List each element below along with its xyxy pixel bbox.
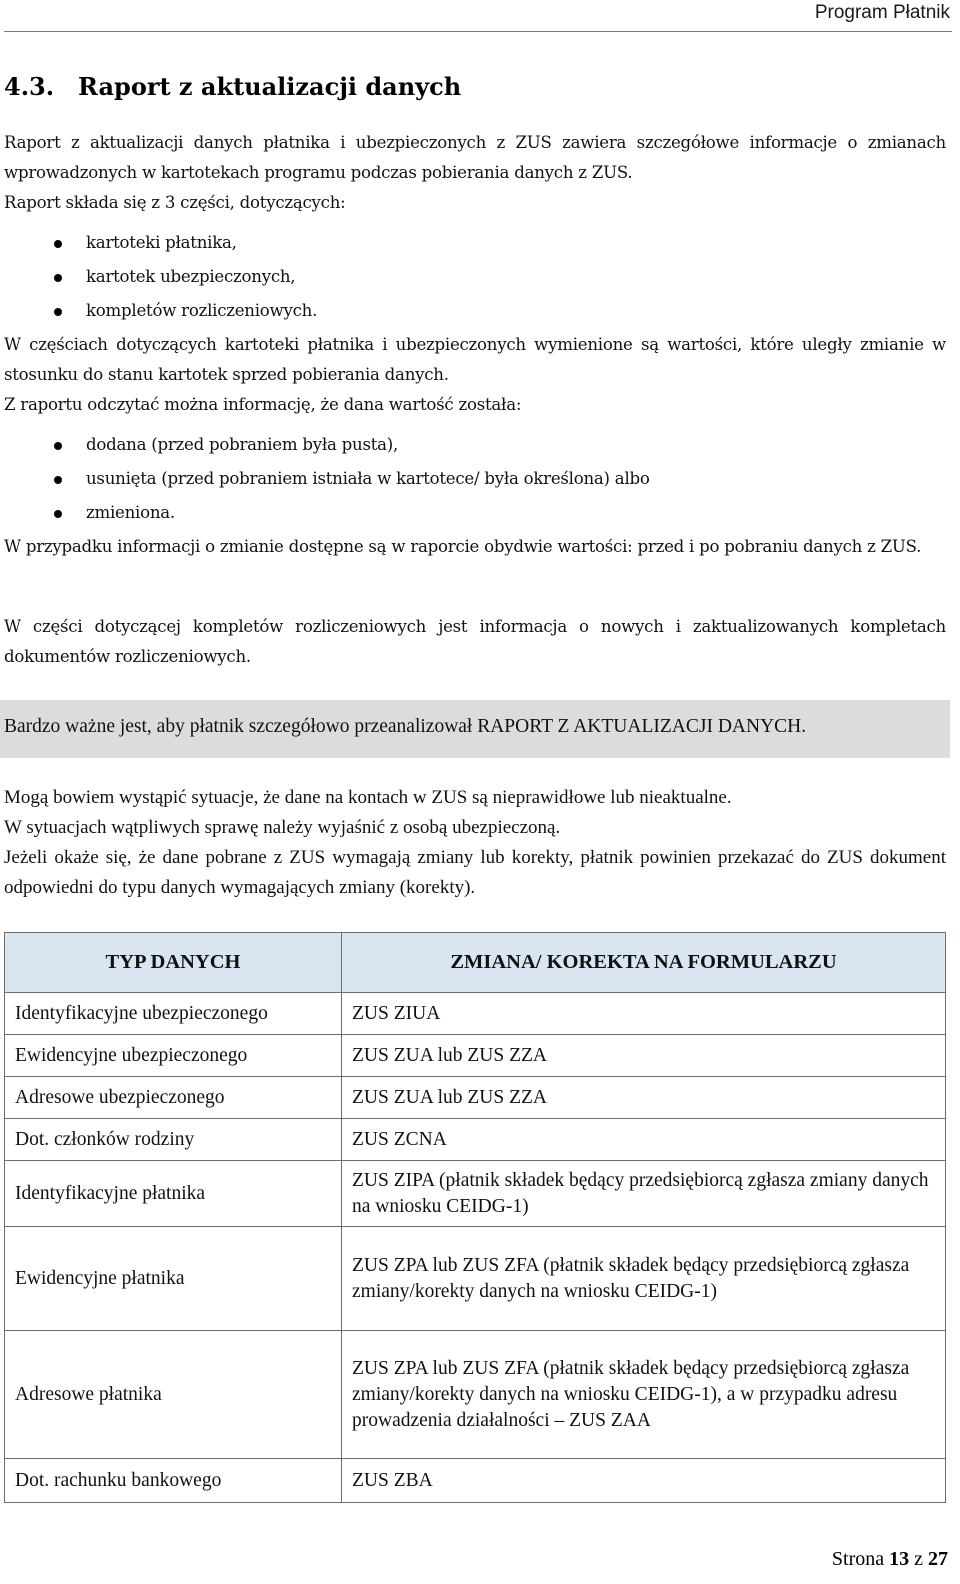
total-pages: 27 (928, 1548, 948, 1570)
changes-block (4, 330, 946, 562)
list-item (4, 428, 946, 462)
list-item (4, 294, 946, 328)
section-heading (4, 72, 461, 101)
page-prefix: Strona (831, 1548, 885, 1570)
form-cell: ZUS ZUA lub ZUS ZZA (342, 1035, 946, 1077)
header-rule (4, 31, 952, 32)
data-type-cell: Adresowe płatnika (5, 1331, 342, 1459)
bullet-icon (54, 510, 62, 518)
list-item (4, 226, 946, 260)
list-item-text: kartotek ubezpieczonych, (86, 267, 296, 286)
intro-paragraph: Raport z aktualizacji danych płatnika i ubezpieczonych z ZUS zawiera szczegółowe informacje o zmianach wprowadzonych w kartotekach programu podczas pobierania danych z ZUS. (4, 133, 946, 182)
table-row (5, 993, 946, 1035)
current-page: 13 (889, 1548, 910, 1570)
important-note-text: Bardzo ważne jest, aby płatnik szczegółowo przeanalizował RAPORT Z AKTUALIZACJI DANYCH. (4, 716, 807, 737)
section-number: 4.3. (4, 72, 55, 101)
changes-lead: Z raportu odczytać można informację, że dana wartość została: (4, 395, 522, 414)
form-cell: ZUS ZUA lub ZUS ZZA (342, 1077, 946, 1119)
advice-block (4, 783, 946, 903)
table-row (5, 1035, 946, 1077)
data-type-cell: Ewidencyjne ubezpieczonego (5, 1035, 342, 1077)
advice-line-2: W sytuacjach wątpliwych sprawę należy wyjaśnić z osobą ubezpieczoną. (4, 817, 561, 838)
list-item (4, 260, 946, 294)
advice-paragraph: Jeżeli okaże się, że dane pobrane z ZUS wymagają zmiany lub korekty, płatnik powinien przekazać do ZUS dokument odpowiedni do typu danych wymagających zmiany (korekty). (4, 847, 946, 898)
list-item-text: zmieniona. (86, 503, 175, 522)
form-cell: ZUS ZCNA (342, 1119, 946, 1161)
list-item-text: usunięta (przed pobraniem istniała w kartotece/ była określona) albo (86, 469, 650, 488)
bullet-icon (54, 274, 62, 282)
table-row (5, 1459, 946, 1503)
running-header: Program Płatnik (814, 2, 950, 23)
page-number (832, 1548, 948, 1571)
list-item (4, 462, 946, 496)
column-header-form: ZMIANA/ KOREKTA NA FORMULARZU (342, 933, 946, 993)
table-row (5, 1227, 946, 1331)
intro-list (4, 226, 946, 328)
bullet-icon (54, 240, 62, 248)
changes-after: W przypadku informacji o zmianie dostępne są w raporcie obydwie wartości: przed i po pobraniu danych z ZUS. (4, 537, 922, 556)
form-cell: ZUS ZPA lub ZUS ZFA (płatnik składek będący przedsiębiorcą zgłasza zmiany/korekty danych na wniosku CEIDG-1) (342, 1227, 946, 1331)
bullet-icon (54, 476, 62, 484)
bullet-icon (54, 308, 62, 316)
table-row (5, 1331, 946, 1459)
intro-block (4, 128, 946, 334)
form-cell: ZUS ZBA (342, 1459, 946, 1503)
table-row (5, 1161, 946, 1227)
data-type-cell: Ewidencyjne płatnika (5, 1227, 342, 1331)
form-cell: ZUS ZPA lub ZUS ZFA (płatnik składek będący przedsiębiorcą zgłasza zmiany/korekty danych na wniosku CEIDG-1), a w przypadku adresu prowadzenia działalności – ZUS ZAA (342, 1331, 946, 1459)
sets-paragraph: W części dotyczącej kompletów rozliczeniowych jest informacja o nowych i zaktualizowanych kompletach dokumentów rozliczeniowych. (4, 617, 946, 666)
data-types-table (4, 932, 946, 1503)
section-title: Raport z aktualizacji danych (78, 72, 462, 101)
data-type-cell: Dot. członków rodziny (5, 1119, 342, 1161)
data-type-cell: Adresowe ubezpieczonego (5, 1077, 342, 1119)
page-separator: z (914, 1548, 923, 1570)
intro-lead: Raport składa się z 3 części, dotyczących: (4, 193, 346, 212)
list-item-text: dodana (przed pobraniem była pusta), (86, 435, 399, 454)
data-type-cell: Dot. rachunku bankowego (5, 1459, 342, 1503)
table-row (5, 1077, 946, 1119)
column-header-type: TYP DANYCH (5, 933, 342, 993)
data-type-cell: Identyfikacyjne ubezpieczonego (5, 993, 342, 1035)
bullet-icon (54, 442, 62, 450)
changes-paragraph: W częściach dotyczących kartoteki płatnika i ubezpieczonych wymienione są wartości, które uległy zmianie w stosunku do stanu kartotek sprzed pobierania danych. (4, 335, 946, 384)
form-cell: ZUS ZIPA (płatnik składek będący przedsiębiorcą zgłasza zmiany danych na wniosku CEIDG-1) (342, 1161, 946, 1227)
changes-list (4, 428, 946, 530)
table-header-row (5, 933, 946, 993)
important-note (0, 700, 950, 758)
form-cell: ZUS ZIUA (342, 993, 946, 1035)
sets-block (4, 612, 946, 672)
data-type-cell: Identyfikacyjne płatnika (5, 1161, 342, 1227)
list-item-text: kompletów rozliczeniowych. (86, 301, 318, 320)
list-item-text: kartoteki płatnika, (86, 233, 237, 252)
table-row (5, 1119, 946, 1161)
advice-line-1: Mogą bowiem wystąpić sytuacje, że dane na kontach w ZUS są nieprawidłowe lub nieaktualne. (4, 787, 732, 808)
list-item (4, 496, 946, 530)
